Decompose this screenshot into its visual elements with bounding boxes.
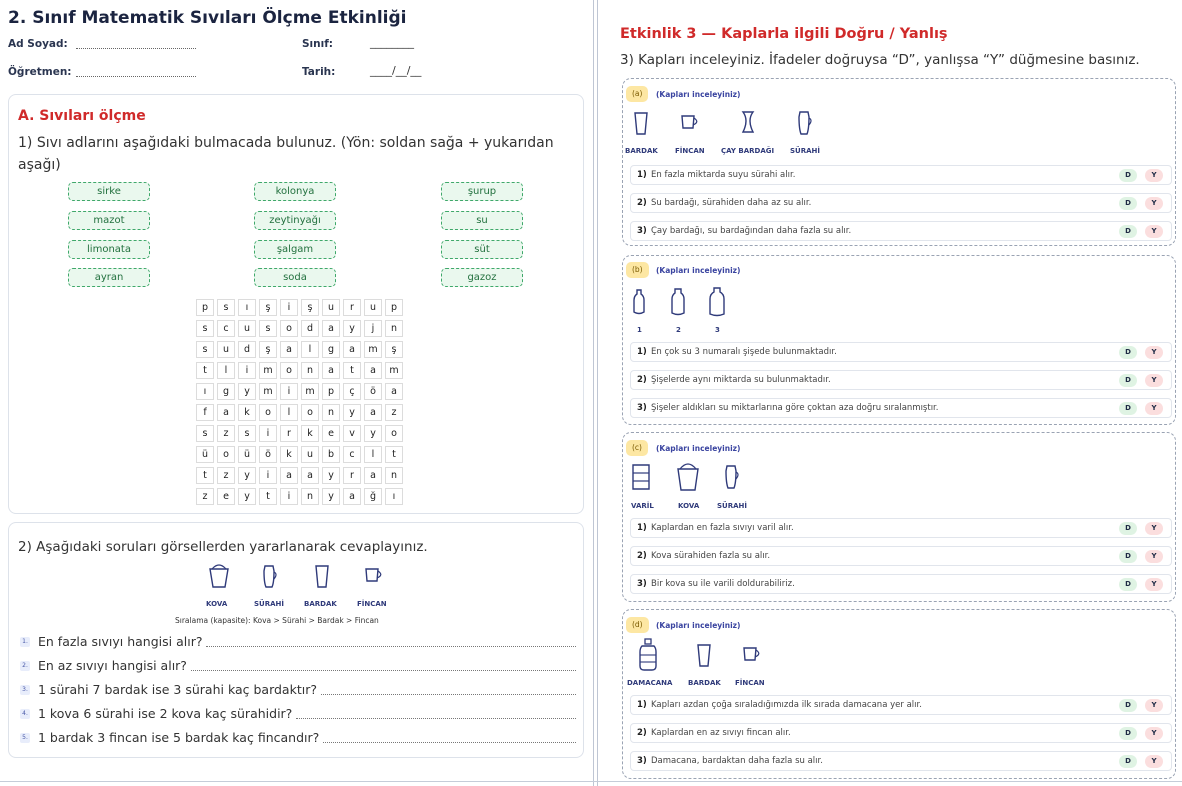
statement-row <box>630 546 1172 566</box>
false-button[interactable]: Y <box>1145 727 1163 740</box>
activity3-instruction: 3) Kapları inceleyiniz. İfadeler doğruysa “D”, yanlışsa “Y” düğmesine basınız. <box>620 52 1140 68</box>
grid-cell[interactable]: z <box>217 467 235 484</box>
icon-label: BARDAK <box>304 600 337 608</box>
icon-label: FİNCAN <box>675 147 705 155</box>
bucket-icon <box>676 462 700 492</box>
group-tag: (d) <box>626 617 649 633</box>
icon-label: DAMACANA <box>627 679 673 687</box>
icon-label: VARİL <box>631 502 654 510</box>
grid-cell[interactable]: o <box>217 446 235 463</box>
jug-icon <box>262 563 280 589</box>
grid-cell[interactable]: c <box>343 446 361 463</box>
date-field[interactable]: ____/__/__ <box>370 64 422 77</box>
grid-cell[interactable]: c <box>217 320 235 337</box>
word-chip: sirke <box>68 182 150 201</box>
grid-cell[interactable]: u <box>238 320 256 337</box>
grid-cell[interactable]: d <box>238 341 256 358</box>
grid-cell[interactable]: o <box>259 404 277 421</box>
statement-number: 1) <box>637 523 647 533</box>
question-number: 3. <box>20 685 30 695</box>
true-button[interactable]: D <box>1119 522 1137 535</box>
bucket-icon <box>208 563 230 589</box>
grid-cell[interactable]: a <box>364 362 382 379</box>
grid-cell[interactable]: y <box>343 320 361 337</box>
icon-label: FİNCAN <box>735 679 765 687</box>
grid-cell[interactable]: t <box>196 362 214 379</box>
word-chip: su <box>441 211 523 230</box>
grid-cell[interactable]: a <box>322 320 340 337</box>
grid-cell[interactable]: t <box>385 446 403 463</box>
icon-label: KOVA <box>678 502 700 510</box>
true-button[interactable]: D <box>1119 755 1137 768</box>
icon-label: ÇAY BARDAĞI <box>721 147 775 155</box>
grid-cell[interactable]: i <box>259 425 277 442</box>
grid-cell[interactable]: k <box>238 404 256 421</box>
grid-cell[interactable]: a <box>343 488 361 505</box>
question-text: 1 kova 6 sürahi ise 2 kova kaç sürahidir? <box>38 706 293 721</box>
barrel-icon <box>630 462 652 492</box>
grid-cell[interactable]: ı <box>385 488 403 505</box>
false-button[interactable]: Y <box>1145 755 1163 768</box>
grid-cell[interactable]: a <box>343 341 361 358</box>
statement-row <box>630 165 1172 185</box>
statement-row <box>630 342 1172 362</box>
teacher-field[interactable] <box>76 76 196 77</box>
grid-cell[interactable]: u <box>217 341 235 358</box>
capacity-ordering: Sıralama (kapasite): Kova > Sürahi > Bardak > Fincan <box>175 616 379 625</box>
statement-text: En fazla miktarda suyu sürahi alır. <box>651 170 796 180</box>
grid-cell[interactable]: ş <box>301 299 319 316</box>
false-button[interactable]: Y <box>1145 374 1163 387</box>
answer-line[interactable] <box>206 646 576 647</box>
icon-label: SÜRAHİ <box>254 600 284 608</box>
statement-text: Çay bardağı, su bardağından daha fazla su alır. <box>651 226 852 236</box>
page-title: 2. Sınıf Matematik Sıvıları Ölçme Etkinliği <box>8 8 407 28</box>
statement-row <box>630 695 1172 715</box>
demijohn-icon <box>638 638 658 672</box>
icon-label: SÜRAHİ <box>790 147 820 155</box>
cup-icon <box>680 113 702 131</box>
false-button[interactable]: Y <box>1145 550 1163 563</box>
grid-cell[interactable]: u <box>322 299 340 316</box>
icon-label: SÜRAHİ <box>717 502 747 510</box>
grid-cell[interactable]: f <box>196 404 214 421</box>
glass-icon <box>633 110 649 136</box>
grid-cell[interactable]: ö <box>364 383 382 400</box>
grid-cell[interactable]: s <box>196 320 214 337</box>
grid-cell[interactable]: t <box>259 488 277 505</box>
icon-label: BARDAK <box>688 679 721 687</box>
statement-number: 2) <box>637 551 647 561</box>
class-field[interactable]: ________ <box>370 36 414 49</box>
grid-cell[interactable]: y <box>238 467 256 484</box>
group-note: (Kapları inceleyiniz) <box>656 90 741 99</box>
statement-row <box>630 574 1172 594</box>
grid-cell[interactable]: ş <box>385 341 403 358</box>
grid-cell[interactable]: o <box>301 404 319 421</box>
question-number: 4. <box>20 709 30 719</box>
statement-row <box>630 518 1172 538</box>
statement-number: 3) <box>637 403 647 413</box>
grid-cell[interactable]: p <box>322 383 340 400</box>
grid-cell[interactable]: ğ <box>364 488 382 505</box>
grid-cell[interactable]: ü <box>196 446 214 463</box>
word-chip: zeytinyağı <box>254 211 336 230</box>
group-tag: (c) <box>626 440 648 456</box>
grid-cell[interactable]: ş <box>259 341 277 358</box>
icon-label: 1 <box>637 326 642 334</box>
teacher-label: Öğretmen: <box>8 66 72 78</box>
statement-number: 3) <box>637 226 647 236</box>
true-button[interactable]: D <box>1119 402 1137 415</box>
statement-text: Kapları azdan çoğa sıraladığımızda ilk sırada damacana yer alır. <box>651 700 922 710</box>
grid-cell[interactable]: l <box>217 362 235 379</box>
true-button[interactable]: D <box>1119 225 1137 238</box>
true-button[interactable]: D <box>1119 699 1137 712</box>
statement-number: 1) <box>637 347 647 357</box>
word-chip: gazoz <box>441 268 523 287</box>
question-number: 1. <box>20 637 30 647</box>
section-b-question: 2) Aşağıdaki soruları görsellerden yararlanarak cevaplayınız. <box>18 539 428 555</box>
grid-cell[interactable]: u <box>301 446 319 463</box>
grid-cell[interactable]: e <box>217 488 235 505</box>
statement-text: Bir kova su ile varili doldurabiliriz. <box>651 579 795 589</box>
grid-cell[interactable]: z <box>385 404 403 421</box>
class-label: Sınıf: <box>302 38 334 50</box>
grid-cell[interactable]: n <box>301 488 319 505</box>
grid-cell[interactable]: o <box>385 425 403 442</box>
question-number: 5. <box>20 733 30 743</box>
word-chip: mazot <box>68 211 150 230</box>
grid-cell[interactable]: z <box>196 488 214 505</box>
icon-label: KOVA <box>206 600 228 608</box>
section-a-question: 1) Sıvı adlarını aşağıdaki bulmacada bulunuz. (Yön: soldan sağa + yukarıdan aşağı) <box>18 135 554 173</box>
grid-cell[interactable]: b <box>322 446 340 463</box>
grid-cell[interactable]: m <box>301 383 319 400</box>
group-note: (Kapları inceleyiniz) <box>656 621 741 630</box>
icon-label: 2 <box>676 326 681 334</box>
statement-number: 2) <box>637 375 647 385</box>
grid-cell[interactable]: n <box>322 404 340 421</box>
group-tag: (b) <box>626 262 649 278</box>
bottle-medium-icon <box>670 287 686 317</box>
tea-glass-icon <box>741 110 755 134</box>
statement-row <box>630 193 1172 213</box>
grid-cell[interactable]: u <box>364 299 382 316</box>
grid-cell[interactable]: e <box>322 425 340 442</box>
statement-number: 2) <box>637 728 647 738</box>
answer-line[interactable] <box>323 742 576 743</box>
column-divider <box>597 0 598 786</box>
grid-cell[interactable]: m <box>259 383 277 400</box>
grid-cell[interactable]: g <box>217 383 235 400</box>
question-text: En fazla sıvıyı hangisi alır? <box>38 634 203 649</box>
statement-row <box>630 751 1172 771</box>
grid-cell[interactable]: p <box>196 299 214 316</box>
grid-cell[interactable]: k <box>301 425 319 442</box>
false-button[interactable]: Y <box>1145 578 1163 591</box>
group-tag: (a) <box>626 86 648 102</box>
grid-cell[interactable]: l <box>364 446 382 463</box>
grid-cell[interactable]: v <box>343 425 361 442</box>
group-note: (Kapları inceleyiniz) <box>656 444 741 453</box>
word-chip: limonata <box>68 240 150 259</box>
false-button[interactable]: Y <box>1145 522 1163 535</box>
grid-cell[interactable]: j <box>364 320 382 337</box>
statement-number: 2) <box>637 198 647 208</box>
column-divider <box>593 0 594 786</box>
grid-cell[interactable]: y <box>238 488 256 505</box>
grid-cell[interactable]: z <box>217 425 235 442</box>
statement-number: 1) <box>637 170 647 180</box>
jug-icon <box>797 109 815 137</box>
grid-cell[interactable]: a <box>385 383 403 400</box>
group-note: (Kapları inceleyiniz) <box>656 266 741 275</box>
word-chip: kolonya <box>254 182 336 201</box>
word-chip: ayran <box>68 268 150 287</box>
word-chip: şalgam <box>254 240 336 259</box>
true-button[interactable]: D <box>1119 169 1137 182</box>
cup-icon <box>742 645 764 663</box>
jug-icon <box>724 463 742 491</box>
grid-cell[interactable]: a <box>217 404 235 421</box>
false-button[interactable]: Y <box>1145 699 1163 712</box>
statement-row <box>630 723 1172 743</box>
question-number: 2. <box>20 661 30 671</box>
grid-cell[interactable]: d <box>301 320 319 337</box>
grid-cell[interactable]: l <box>280 404 298 421</box>
true-button[interactable]: D <box>1119 346 1137 359</box>
grid-cell[interactable]: a <box>364 467 382 484</box>
grid-cell[interactable]: m <box>364 341 382 358</box>
grid-cell[interactable]: p <box>385 299 403 316</box>
glass-icon <box>314 563 330 589</box>
answer-line[interactable] <box>321 694 576 695</box>
false-button[interactable]: Y <box>1145 402 1163 415</box>
grid-cell[interactable]: t <box>196 467 214 484</box>
icon-label: BARDAK <box>625 147 658 155</box>
true-button[interactable]: D <box>1119 578 1137 591</box>
grid-cell[interactable]: ı <box>196 383 214 400</box>
cup-icon <box>364 566 386 584</box>
statement-text: Su bardağı, sürahiden daha az su alır. <box>651 198 812 208</box>
grid-cell[interactable]: i <box>259 467 277 484</box>
right-column <box>600 0 1182 786</box>
grid-cell[interactable]: a <box>280 341 298 358</box>
grid-cell[interactable]: g <box>322 341 340 358</box>
false-button[interactable]: Y <box>1145 346 1163 359</box>
true-button[interactable]: D <box>1119 374 1137 387</box>
name-field[interactable] <box>76 48 196 49</box>
question-text: 1 sürahi 7 bardak ise 3 sürahi kaç bardaktır? <box>38 682 317 697</box>
word-chip: süt <box>441 240 523 259</box>
grid-cell[interactable]: s <box>196 341 214 358</box>
true-button[interactable]: D <box>1119 550 1137 563</box>
grid-cell[interactable]: y <box>322 488 340 505</box>
false-button[interactable]: Y <box>1145 169 1163 182</box>
grid-cell[interactable]: m <box>385 362 403 379</box>
false-button[interactable]: Y <box>1145 225 1163 238</box>
true-button[interactable]: D <box>1119 727 1137 740</box>
statement-text: Damacana, bardaktan daha fazla su alır. <box>651 756 823 766</box>
grid-cell[interactable]: n <box>385 467 403 484</box>
grid-cell[interactable]: t <box>343 362 361 379</box>
statement-text: Kaplardan en fazla sıvıyı varil alır. <box>651 523 794 533</box>
date-label: Tarih: <box>302 66 336 78</box>
icon-label: 3 <box>715 326 720 334</box>
question-text: En az sıvıyı hangisi alır? <box>38 658 187 673</box>
answer-line[interactable] <box>191 670 576 671</box>
grid-cell[interactable]: y <box>343 404 361 421</box>
statement-text: Şişelerde aynı miktarda su bulunmaktadır. <box>651 375 831 385</box>
grid-cell[interactable]: s <box>238 425 256 442</box>
grid-cell[interactable]: y <box>238 383 256 400</box>
bottle-large-icon <box>708 286 726 318</box>
statement-text: Şişeler aldıkları su miktarlarına göre çoktan aza doğru sıralanmıştır. <box>651 403 939 413</box>
glass-icon <box>696 642 712 668</box>
statement-row <box>630 398 1172 418</box>
statement-text: Kova sürahiden fazla su alır. <box>651 551 771 561</box>
grid-cell[interactable]: i <box>280 488 298 505</box>
word-chip: şurup <box>441 182 523 201</box>
statement-number: 3) <box>637 756 647 766</box>
statement-text: En çok su 3 numaralı şişede bulunmaktadır. <box>651 347 837 357</box>
grid-cell[interactable]: s <box>196 425 214 442</box>
grid-cell[interactable]: ı <box>238 299 256 316</box>
icon-label: FİNCAN <box>357 600 387 608</box>
activity3-title: Etkinlik 3 — Kaplarla ilgili Doğru / Yanlış <box>620 26 948 42</box>
name-label: Ad Soyad: <box>8 38 68 50</box>
word-chip: soda <box>254 268 336 287</box>
grid-cell[interactable]: n <box>385 320 403 337</box>
true-button[interactable]: D <box>1119 197 1137 210</box>
grid-cell[interactable]: a <box>364 404 382 421</box>
grid-cell[interactable]: l <box>301 341 319 358</box>
word-search-grid <box>196 299 403 505</box>
grid-cell[interactable]: i <box>238 362 256 379</box>
grid-cell[interactable]: y <box>322 467 340 484</box>
grid-cell[interactable]: o <box>280 320 298 337</box>
section-a-title: A. Sıvıları ölçme <box>18 108 146 124</box>
statement-row <box>630 221 1172 241</box>
grid-cell[interactable]: ö <box>259 446 277 463</box>
grid-cell[interactable]: y <box>364 425 382 442</box>
grid-cell[interactable]: ç <box>343 383 361 400</box>
grid-cell[interactable]: r <box>343 299 361 316</box>
grid-cell[interactable]: i <box>280 383 298 400</box>
bottle-small-icon <box>632 288 646 316</box>
grid-cell[interactable]: a <box>322 362 340 379</box>
grid-cell[interactable]: s <box>259 320 277 337</box>
grid-cell[interactable]: n <box>301 362 319 379</box>
grid-cell[interactable]: ü <box>238 446 256 463</box>
false-button[interactable]: Y <box>1145 197 1163 210</box>
grid-cell[interactable]: r <box>343 467 361 484</box>
grid-cell[interactable]: o <box>280 362 298 379</box>
grid-cell[interactable]: a <box>280 467 298 484</box>
answer-line[interactable] <box>296 718 576 719</box>
grid-cell[interactable]: r <box>280 425 298 442</box>
grid-cell[interactable]: s <box>217 299 235 316</box>
statement-text: Kaplardan en az sıvıyı fincan alır. <box>651 728 791 738</box>
statement-number: 1) <box>637 700 647 710</box>
statement-number: 3) <box>637 579 647 589</box>
statement-row <box>630 370 1172 390</box>
grid-cell[interactable]: k <box>280 446 298 463</box>
grid-cell[interactable]: i <box>280 299 298 316</box>
question-text: 1 bardak 3 fincan ise 5 bardak kaç fincandır? <box>38 730 320 745</box>
grid-cell[interactable]: a <box>301 467 319 484</box>
grid-cell[interactable]: m <box>259 362 277 379</box>
grid-cell[interactable]: ş <box>259 299 277 316</box>
